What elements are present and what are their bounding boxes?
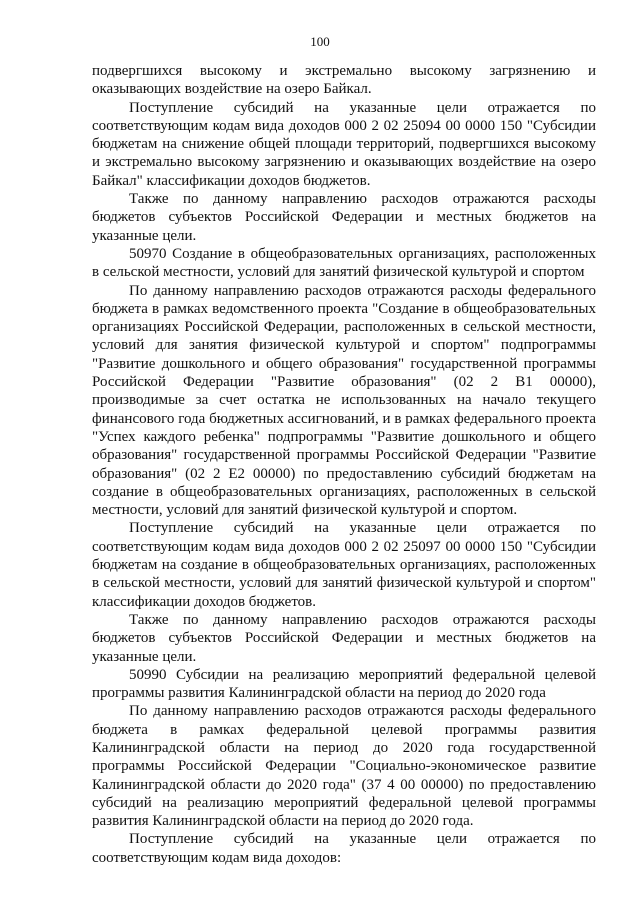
paragraph-50970-description: По данному направлению расходов отражаются расходы федерального бюджета в рамках ведомственного проекта "Создание в общеобразовательных организациях Российской Федерации, расположенных в сельской местности, условий для занятия физической культурой и спортом" подпрограммы "Развитие дошкольного и общего образования" государственной программы Российской Федерации "Развитие образования" (02 2 В1 00000), производимые за счет остатка не использованных на начало текущего финансового года бюджетных ассигнований, и в рамках федерального проекта "Успех каждого ребенка" подпрограммы "Развитие дошкольного и общего образования" государственной программы Российской Федерации "Развитие образования" (02 2 Е2 00000) по предоставлению субсидий бюджетам на создание в общеобразовательных организациях, расположенных в сельской местности, условий для занятий физической культурой и спортом. (92, 282, 596, 519)
paragraph-regional-budgets-1: Также по данному направлению расходов отражаются расходы бюджетов субъектов Российской Федерации и местных бюджетов на указанные цели. (92, 191, 596, 244)
section-heading-50970: 50970 Создание в общеобразовательных организациях, расположенных в сельской местности, условий для занятий физической культурой и спортом (92, 245, 596, 281)
paragraph-income-codes-intro: Поступление субсидий на указанные цели отражается по соответствующим кодам вида доходов: (92, 831, 596, 866)
paragraph-income-codes-25094: Поступление субсидий на указанные цели отражается по соответствующим кодам вида доходов 000 2 02 25094 00 0000 150 "Субсидии бюджетам на снижение общей площади территорий, подвергшихся высокому и экстремально высокому загрязнению и оказывающих воздействие на озеро Байкал" классификации доходов бюджетов. (92, 99, 596, 189)
paragraph-continuation: подвергшихся высокому и экстремально высокому загрязнению и оказывающих воздействие на озеро Байкал. (92, 63, 596, 98)
section-heading-50990: 50990 Субсидии на реализацию мероприятий федеральной целевой программы развития Калининградской области на период до 2020 года (92, 666, 596, 702)
body-text (92, 62, 596, 867)
paragraph-50990-description: По данному направлению расходов отражаются расходы федерального бюджета в рамках федеральной целевой программы развития Калининградской области на период до 2020 года государственной программы Российской Федерации "Социально-экономическое развитие Калининградской области до 2020 года" (37 4 00 00000) по предоставлению субсидий на реализацию мероприятий федеральной целевой программы развития Калининградской области на период до 2020 года. (92, 703, 596, 830)
paragraph-regional-budgets-2: Также по данному направлению расходов отражаются расходы бюджетов субъектов Российской Федерации и местных бюджетов на указанные цели. (92, 611, 596, 665)
paragraph-income-codes-25097: Поступление субсидий на указанные цели отражается по соответствующим кодам вида доходов 000 2 02 25097 00 0000 150 "Субсидии бюджетам на создание в общеобразовательных организациях, расположенных в сельской местности, условий для занятий физической культурой и спортом" классификации доходов бюджетов. (92, 520, 596, 610)
page-number: 100 (310, 34, 330, 49)
